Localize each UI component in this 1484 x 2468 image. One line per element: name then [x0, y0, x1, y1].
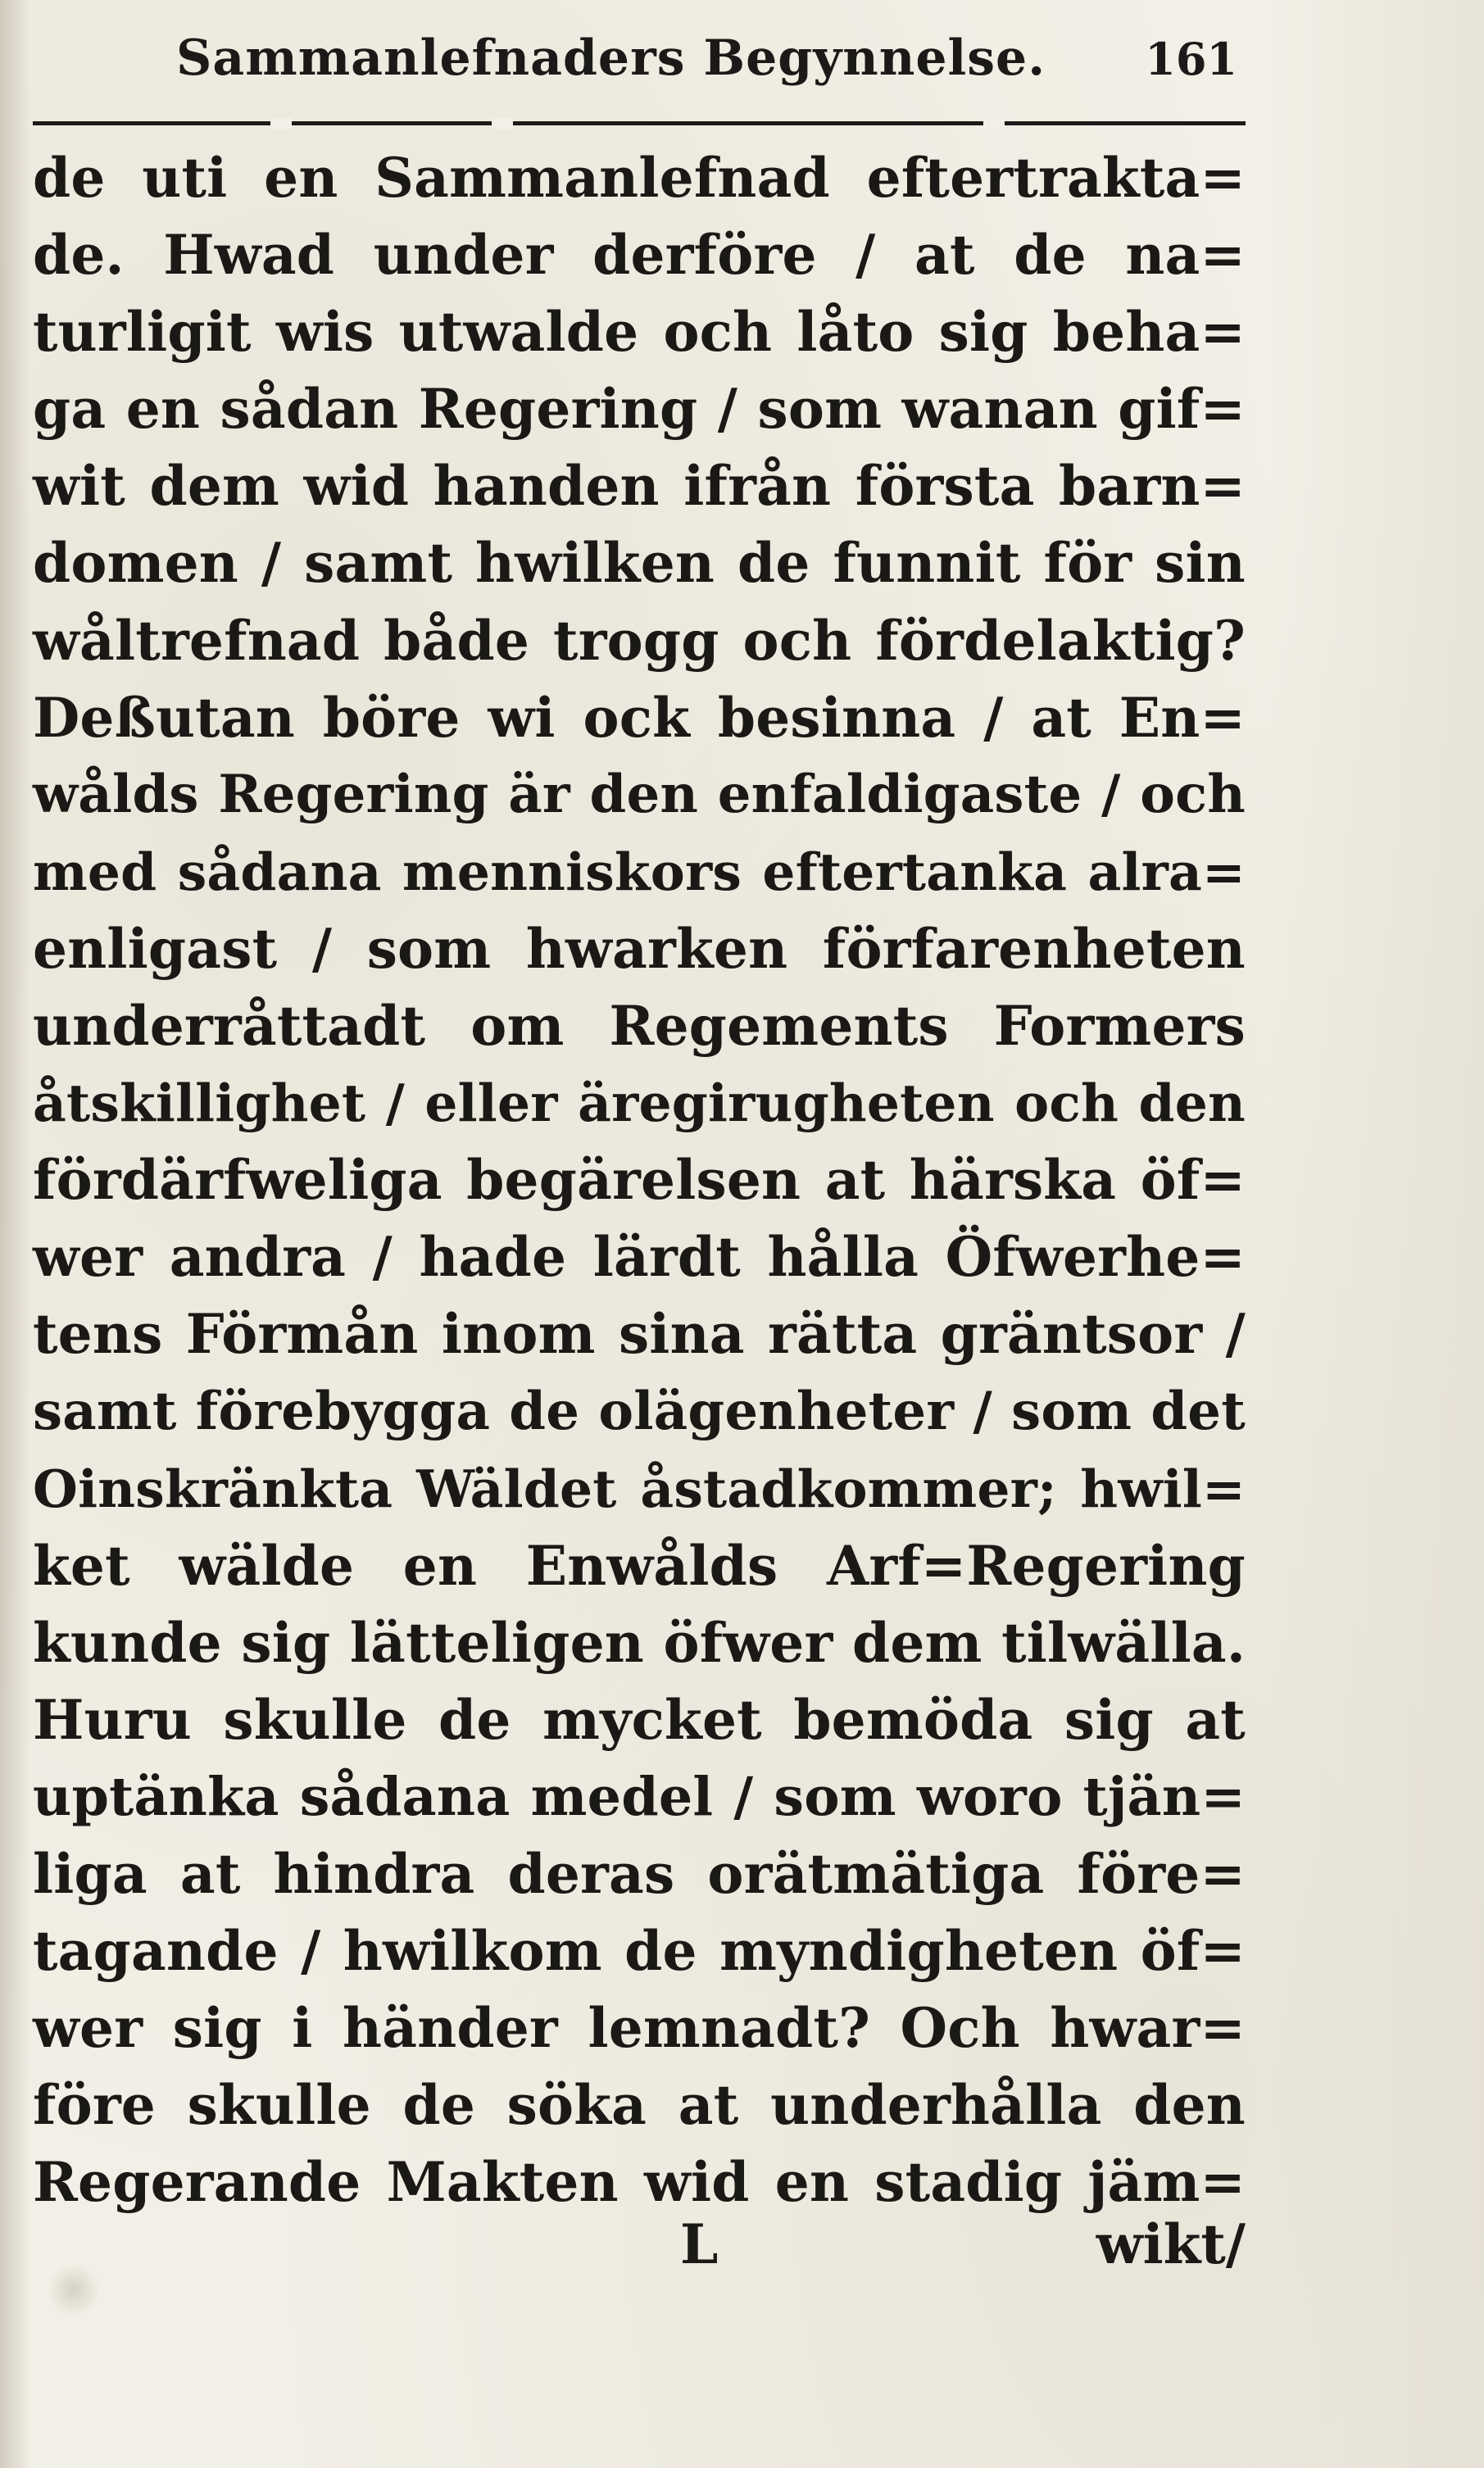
catchword: wikt/	[1096, 2212, 1246, 2276]
page-number: 161	[1145, 33, 1237, 85]
text-line: wit dem wid handen ifrån första barn=	[33, 454, 1246, 519]
text-line: tens Förmån inom sina rätta gräntsor /	[33, 1302, 1246, 1367]
ink-smudge	[49, 2262, 98, 2319]
text-line: de. Hwad under derföre / at de na=	[33, 223, 1246, 288]
text-line: Oinskränkta Wäldet åstadkommer; hwil=	[33, 1458, 1246, 1519]
text-line: wåltrefnad både trogg och fördelaktig?	[33, 608, 1246, 673]
text-line: enligast / som hwarken förfarenheten	[33, 916, 1246, 981]
text-line: med sådana menniskors eftertanka alra=	[33, 841, 1246, 902]
page-header	[33, 23, 1237, 113]
text-line: turligit wis utwalde och låto sig beha=	[33, 300, 1246, 365]
text-line: Deßutan böre wi ock besinna / at En=	[33, 685, 1246, 750]
text-line: Regerande Makten wid en stadig jäm=	[33, 2150, 1246, 2215]
text-line: samt förebygga de olägenheter / som det	[33, 1380, 1246, 1442]
text-line: domen / samt hwilken de funnit för sin	[33, 531, 1246, 596]
text-line: åtskillighet / eller äregirugheten och den	[33, 1073, 1246, 1134]
text-line: wer sig i händer lemnadt? Och hwar=	[33, 1996, 1246, 2061]
page-footer	[33, 2212, 1246, 2294]
text-line: wer andra / hade lärdt hålla Öfwerhe=	[33, 1225, 1246, 1290]
text-line: de uti en Sammanlefnad eftertrakta=	[33, 146, 1246, 210]
rule-break	[983, 118, 1005, 129]
rule-break	[492, 118, 513, 129]
text-line: ket wälde en Enwålds Arf=Regering	[33, 1533, 1246, 1598]
gutter-shadow	[0, 0, 31, 2468]
text-line: kunde sig lätteligen öfwer dem tilwälla.	[33, 1610, 1246, 1675]
body-text	[33, 139, 1246, 2221]
signature-mark: L	[680, 2212, 719, 2276]
header-rule	[33, 121, 1246, 125]
text-line: ga en sådan Regering / som wanan gif=	[33, 377, 1246, 442]
margin-tint	[1271, 0, 1484, 2468]
text-line: tagande / hwilkom de myndigheten öf=	[33, 1919, 1246, 1984]
text-line: uptänka sådana medel / som woro tjän=	[33, 1765, 1246, 1828]
running-head: Sammanlefnaders Begynnelse.	[176, 29, 1046, 87]
text-line: före skulle de söka at underhålla den	[33, 2073, 1246, 2138]
text-line: underråttadt om Regements Formers	[33, 994, 1246, 1059]
text-line: fördärfweliga begärelsen at härska öf=	[33, 1148, 1246, 1213]
text-line: wålds Regering är den enfaldigaste / och	[33, 763, 1246, 825]
rule-break	[270, 118, 292, 129]
text-line: liga at hindra deras orätmätiga före=	[33, 1842, 1246, 1907]
text-line: Huru skulle de mycket bemöda sig at	[33, 1687, 1246, 1752]
